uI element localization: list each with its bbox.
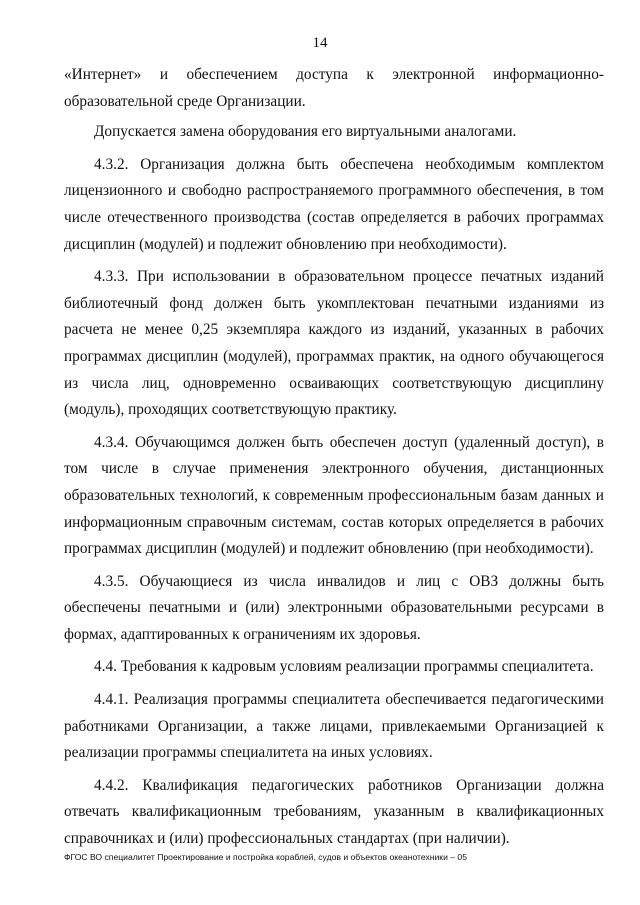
paragraph-4-4: 4.4. Требования к кадровым условиям реализации программы специалитета.: [94, 658, 594, 676]
paragraph-equipment-replacement: Допускается замена оборудования его виртуальными аналогами.: [94, 123, 517, 141]
paragraph-4-3-5: 4.3.5. Обучающиеся из числа инвалидов и лиц с ОВЗ должны быть обеспечены печатными и (или) электронными образовательными ресурсами в формах, адаптированных к ограничениям их здоровья.: [64, 572, 604, 643]
page-number: 14: [312, 35, 328, 51]
paragraph-4-3-4: 4.3.4. Обучающимся должен быть обеспечен доступ (удаленный доступ), в том числе в случае применения электронного обучения, дистанционных образовательных технологий, к современным профессиональным базам данных и информационным справочным системам, состав которых определяется в рабочих программах дисциплин (модулей) и подлежит обновлению (при необходимости).: [64, 433, 604, 558]
document-footer: ФГОС ВО специалитет Проектирование и постройка кораблей, судов и объектов океанотехники – 05: [64, 852, 467, 862]
paragraph-4-3-2: 4.3.2. Организация должна быть обеспечена необходимым комплектом лицензионного и свободно распространяемого программного обеспечения, в том числе отечественного производства (состав определяется в рабочих программах дисциплин (модулей) и подлежит обновлению при необходимости).: [64, 155, 604, 253]
paragraph-continuation: «Интернет» и обеспечением доступа к электронной информационно-образовательной среде Организации.: [64, 66, 604, 110]
paragraph-4-4-2: 4.4.2. Квалификация педагогических работников Организации должна отвечать квалификационным требованиям, указанным в квалификационных справочниках и (или) профессиональных стандартах (при наличии).: [64, 776, 604, 848]
paragraph-4-4-1: 4.4.1. Реализация программы специалитета обеспечивается педагогическими работниками Организации, а также лицами, привлекаемыми Организацией к реализации программы специалитета на иных условиях.: [64, 691, 604, 762]
paragraph-4-3-3: 4.3.3. При использовании в образовательном процессе печатных изданий библиотечный фонд должен быть укомплектован печатными изданиями из расчета не менее 0,25 экземпляра каждого из изданий, указанных в рабочих программах дисциплин (модулей), программах практик, на одного обучающегося из числа лиц, одновременно осваивающих соответствующую дисциплину (модуль), проходящих соответствующую практику.: [64, 268, 604, 419]
document-body: [64, 62, 604, 859]
